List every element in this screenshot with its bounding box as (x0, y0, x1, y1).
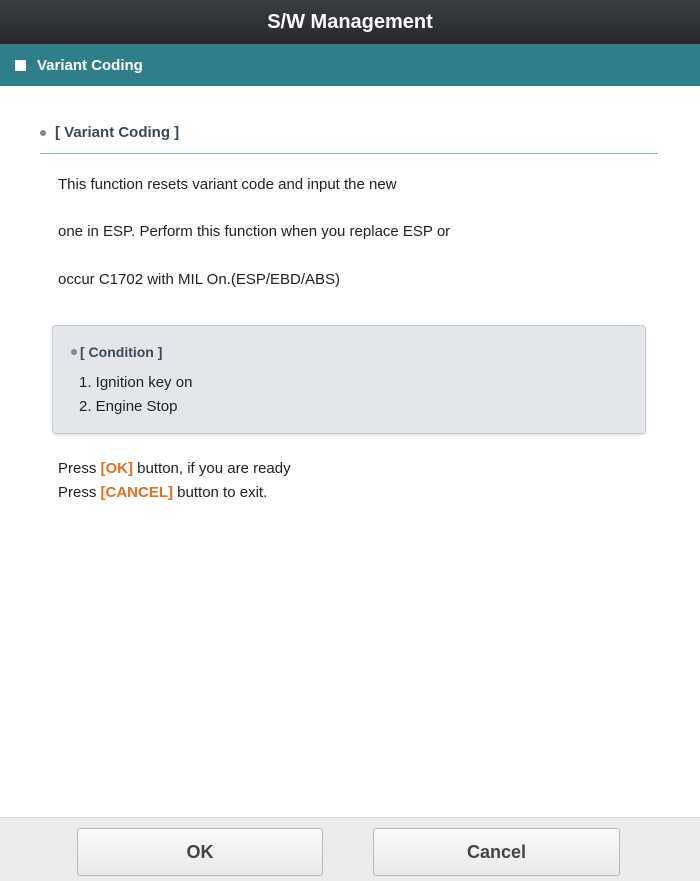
window-title: S/W Management (267, 10, 433, 33)
instruction-suffix: button, if you are ready (133, 460, 291, 477)
condition-heading (71, 344, 162, 360)
square-icon (15, 60, 26, 71)
description-line: This function resets variant code and input the new (58, 176, 397, 193)
description-line: one in ESP. Perform this function when you replace ESP or (58, 223, 451, 240)
section-header-label: Variant Coding (37, 56, 143, 74)
instruction-ok (58, 460, 291, 477)
bullet-icon (40, 130, 46, 136)
section-header-bar (0, 44, 700, 86)
condition-item: 2. Engine Stop (79, 398, 178, 415)
ok-key-label: [OK] (100, 460, 134, 477)
description-line: occur C1702 with MIL On.(ESP/EBD/ABS) (58, 271, 341, 288)
cancel-key-label: [CANCEL] (100, 484, 174, 501)
condition-item: 1. Ignition key on (79, 374, 193, 391)
content-heading-text: [ Variant Coding ] (55, 124, 180, 141)
cancel-button[interactable]: Cancel (373, 828, 620, 876)
ok-button[interactable]: OK (77, 828, 323, 876)
window-title-bar (0, 0, 700, 44)
condition-panel (52, 325, 646, 434)
instruction-cancel (58, 484, 267, 501)
button-bar (0, 817, 700, 881)
bullet-icon (71, 349, 77, 355)
content-heading (40, 124, 658, 154)
instruction-suffix: button to exit. (173, 484, 268, 501)
instruction-prefix: Press (58, 460, 101, 477)
condition-heading-text: [ Condition ] (80, 344, 163, 360)
instruction-prefix: Press (58, 484, 101, 501)
